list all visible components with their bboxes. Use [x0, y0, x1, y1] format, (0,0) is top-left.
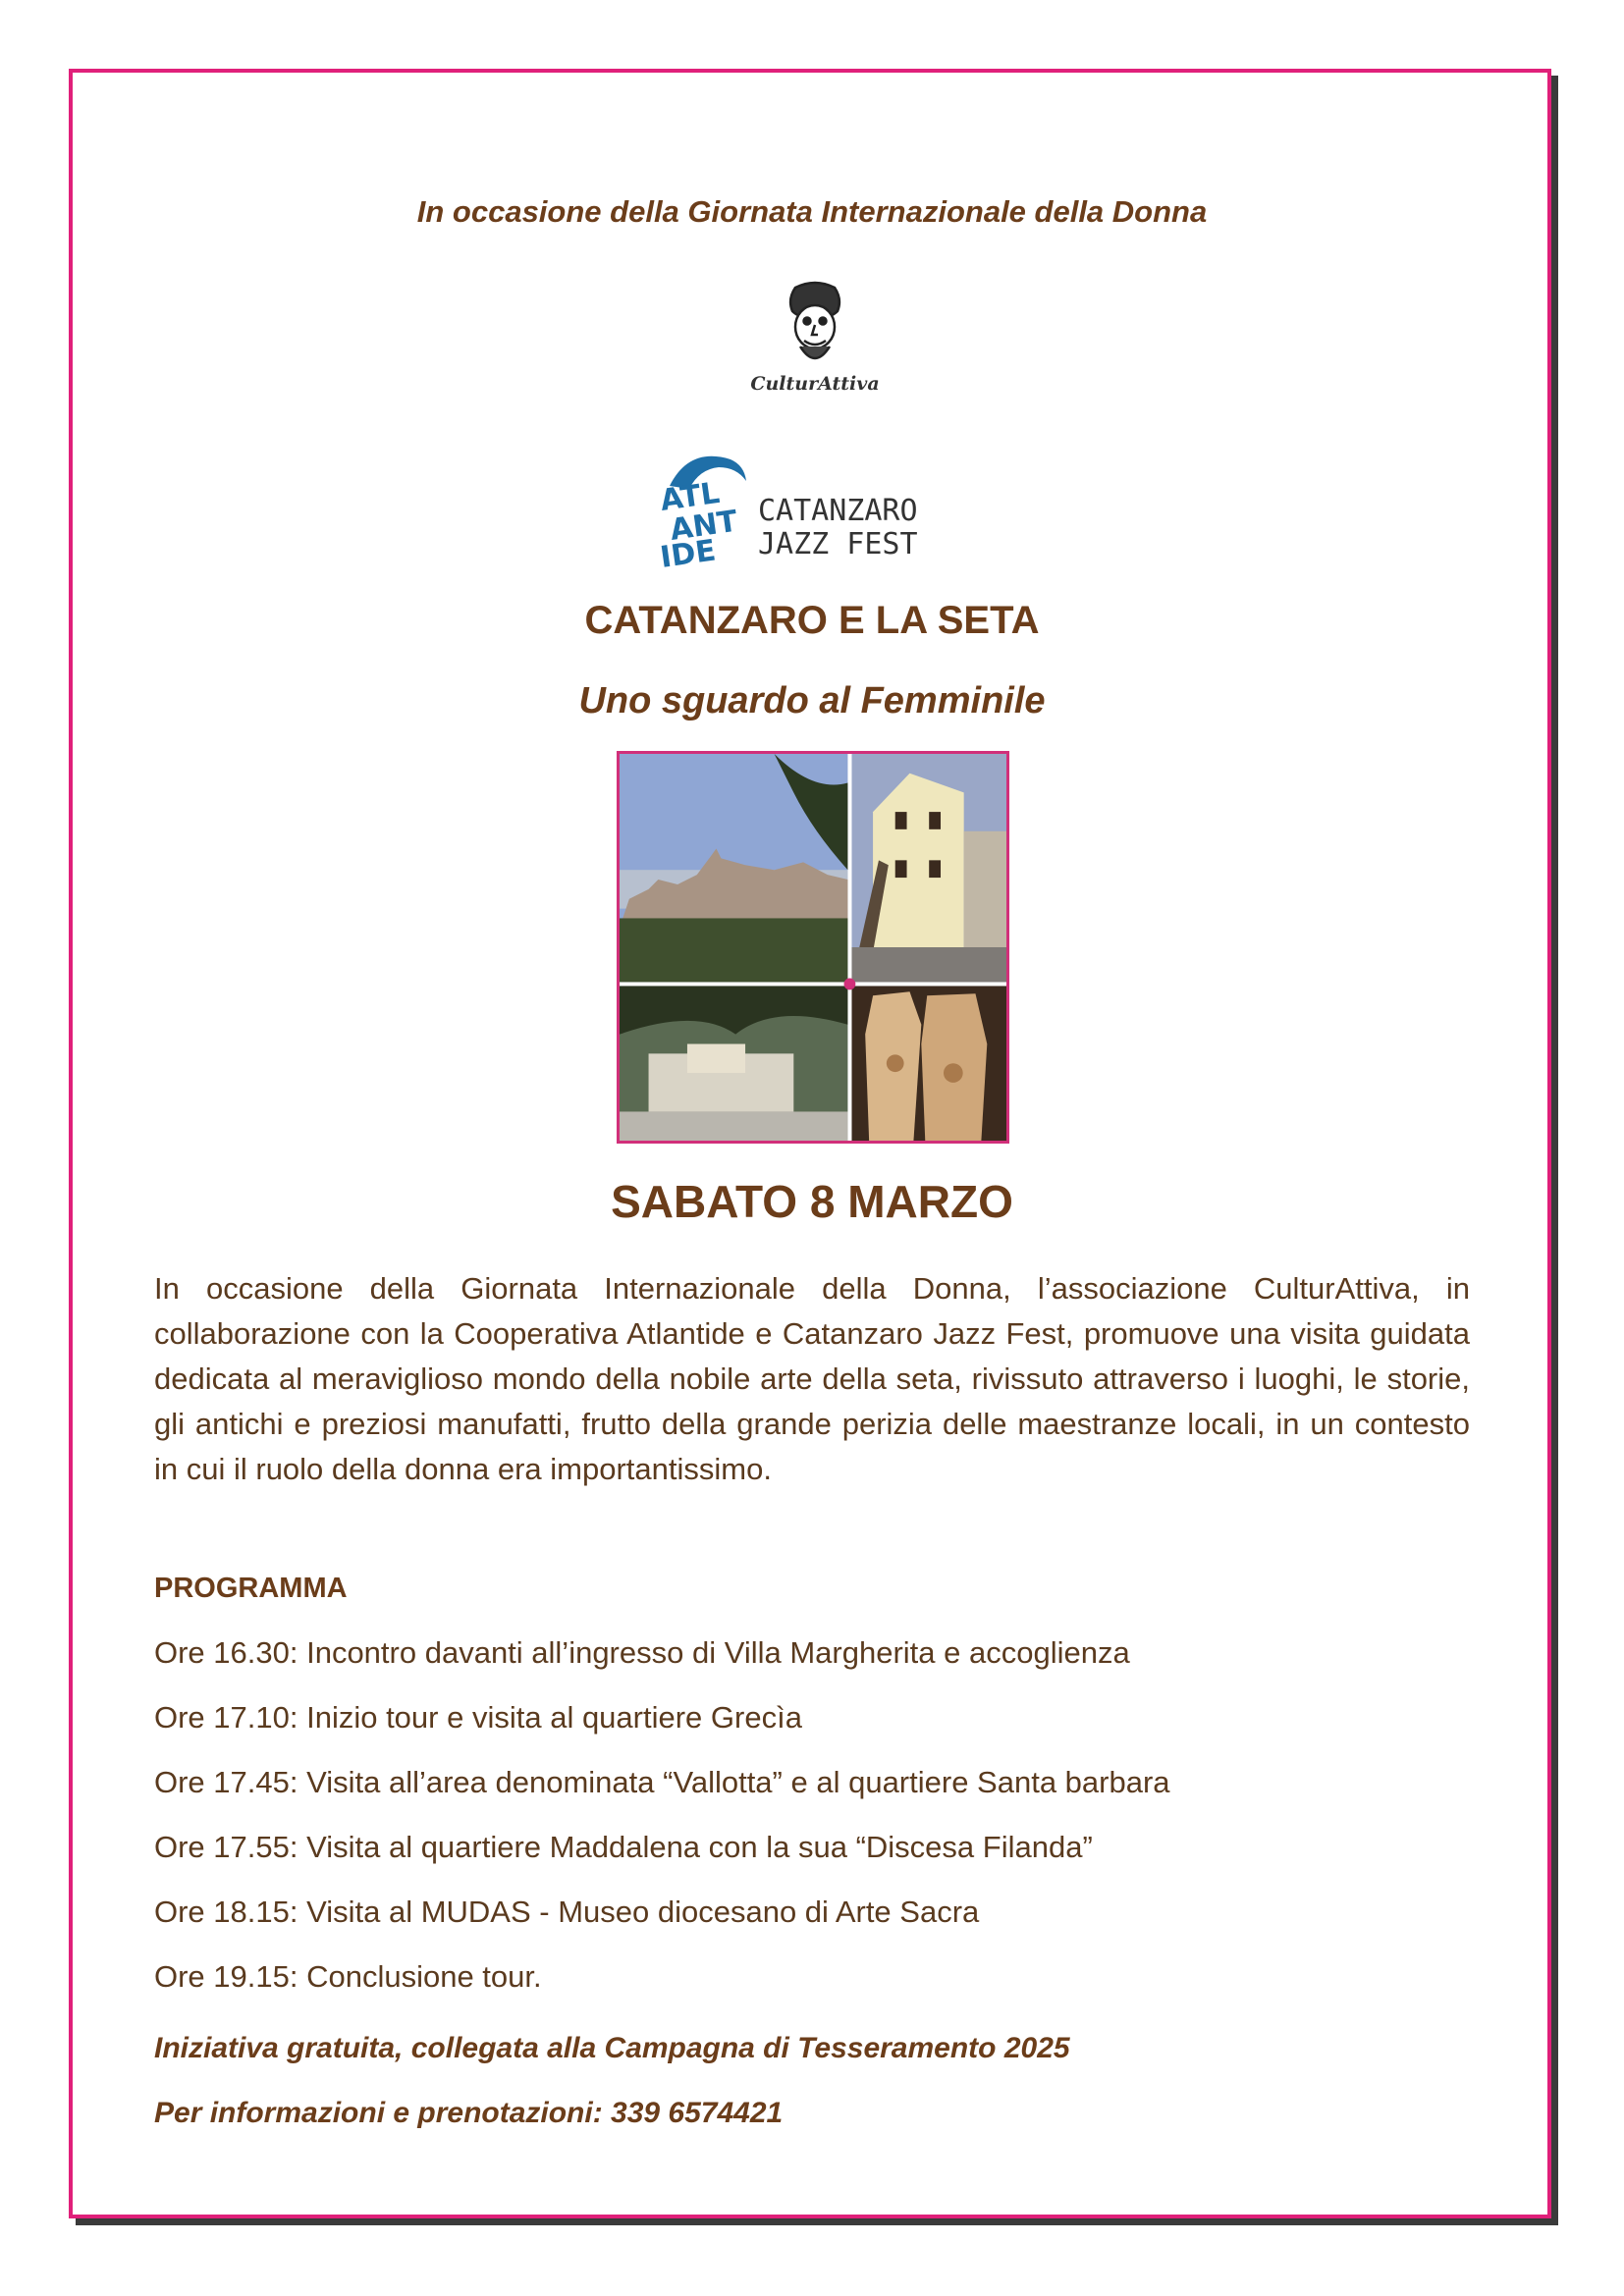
mascaron-icon	[790, 283, 839, 358]
culturattiva-logo	[741, 280, 889, 398]
atlantide-jazzfest-logo	[650, 442, 984, 579]
programme-item: Ore 19.15: Conclusione tour.	[154, 1959, 542, 1994]
free-initiative-note: Iniziativa gratuita, collegata alla Campagna di Tesseramento 2025	[154, 2032, 1070, 2064]
event-title: CATANZARO E LA SETA	[584, 599, 1040, 642]
event-description: In occasione della Giornata Internazionale della Donna, l’associazione CulturAttiva, in collaborazione con la Cooperativa Atlantide e Catanzaro Jazz Fest, promuove una visita guidata dedicata al meraviglioso mondo della nobile arte della seta, rivissuto attraverso i luoghi, le storie, gli antichi e preziosi manufatti, frutto della grande perizia delle maestranze locali, in un contesto in cui il ruolo della donna era importantissimo.	[154, 1271, 1470, 1486]
intro-line: In occasione della Giornata Internazionale della Donna	[416, 194, 1208, 229]
atlantide-line-2: ANT	[668, 504, 740, 548]
event-date: SABATO 8 MARZO	[611, 1176, 1013, 1227]
culturattiva-wordmark: CulturAttiva	[750, 373, 880, 395]
programme-item: Ore 18.15: Visita al MUDAS - Museo diocesano di Arte Sacra	[154, 1895, 980, 1929]
photo-collage	[617, 751, 1009, 1144]
programme-item: Ore 16.30: Incontro davanti all’ingresso di Villa Margherita e accoglienza	[154, 1635, 1130, 1670]
programme-item: Ore 17.55: Visita al quartiere Maddalena con la sua “Discesa Filanda”	[154, 1830, 1093, 1864]
atlantide-line-1: ATL	[658, 475, 722, 518]
photo-silk-vestment	[851, 986, 1006, 1141]
jazzfest-line-2: JAZZ FEST	[758, 527, 918, 561]
contact-info: Per informazioni e prenotazioni: 339 6574421	[154, 2097, 784, 2129]
photo-old-building	[851, 754, 1006, 982]
programme-item: Ore 17.45: Visita all’area denominata “Vallotta” e al quartiere Santa barbara	[154, 1765, 1170, 1799]
photo-city-panorama	[620, 754, 847, 982]
event-subtitle: Uno sguardo al Femminile	[578, 680, 1046, 721]
programme-heading: PROGRAMMA	[154, 1573, 348, 1604]
programme-list	[154, 1635, 1170, 2024]
programme-item: Ore 17.10: Inizio tour e visita al quartiere Grecìa	[154, 1700, 802, 1735]
photo-garden-villa	[620, 986, 847, 1141]
atlantide-line-3: IDE	[658, 533, 719, 575]
jazzfest-line-1: CATANZARO	[758, 494, 918, 528]
